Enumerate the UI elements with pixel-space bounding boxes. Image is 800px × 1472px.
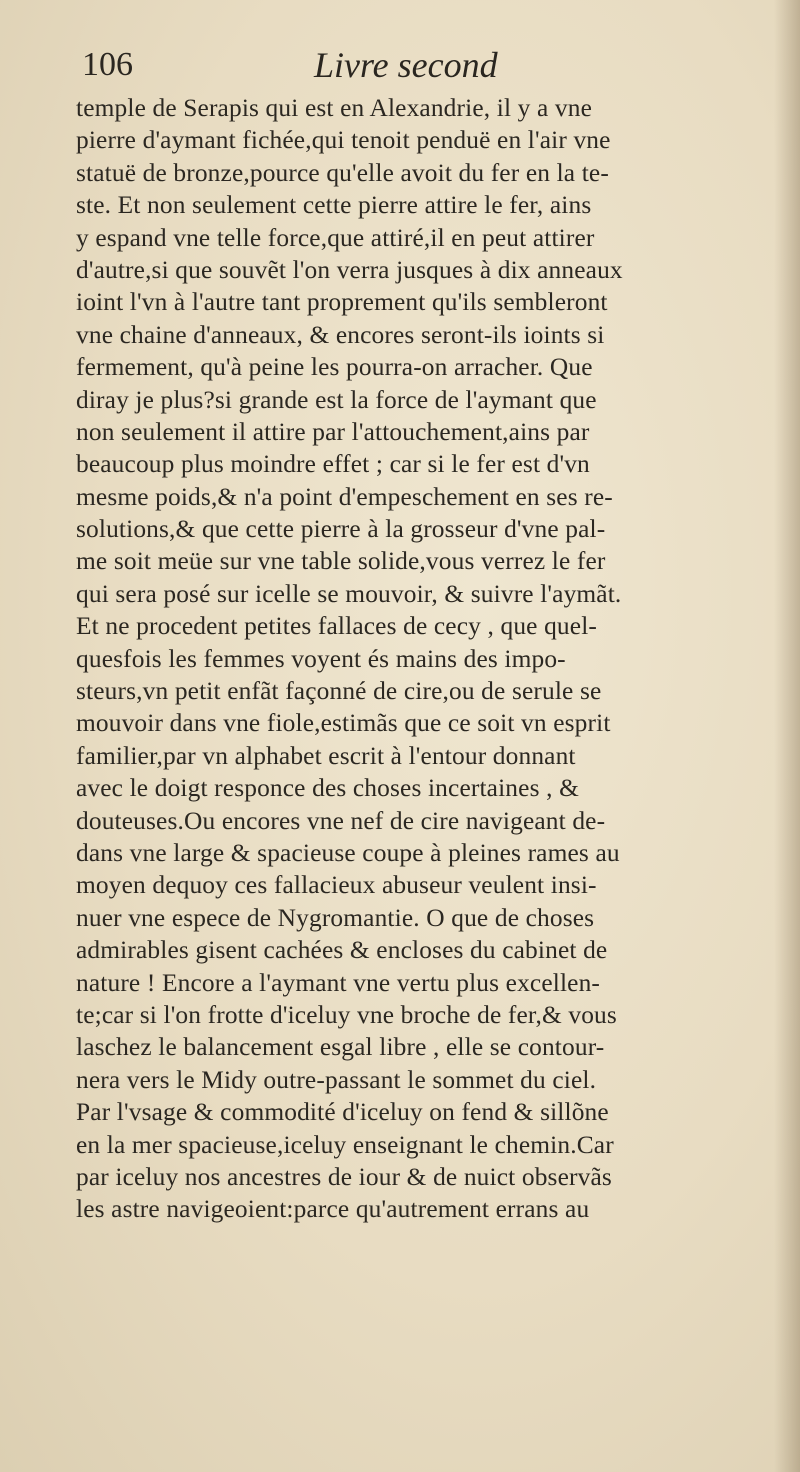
text-line: quesfois les femmes voyent és mains des impo- — [76, 644, 566, 673]
text-line: familier,par vn alphabet escrit à l'entour donnant — [76, 741, 576, 770]
text-line: par iceluy nos ancestres de iour & de nuict observãs — [76, 1162, 612, 1191]
text-line: nuer vne espece de Nygromantie. O que de choses — [76, 903, 595, 932]
text-line: mouvoir dans vne fiole,estimãs que ce soit vn esprit — [76, 709, 611, 738]
text-line: nera vers le Midy outre-passant le sommet du ciel. — [76, 1065, 597, 1094]
text-line: te;car si l'on frotte d'iceluy vne broche de fer,& vous — [76, 1000, 617, 1029]
running-title: Livre second — [314, 45, 498, 85]
text-line: me soit meüe sur vne table solide,vous verrez le fer — [76, 547, 606, 576]
text-line: d'autre,si que souvẽt l'on verra jusques à dix anneaux — [76, 255, 623, 284]
text-line: pierre d'aymant fichée,qui tenoit penduë en l'air vne — [76, 126, 611, 155]
text-line: temple de Serapis qui est en Alexandrie, il y a vne — [76, 94, 593, 122]
page-header — [82, 42, 782, 92]
text-line: y espand vne telle force,que attiré,il en peut attirer — [76, 223, 595, 252]
text-line: mesme poids,& n'a point d'empeschement en ses re- — [76, 482, 613, 511]
body-text — [76, 92, 788, 1226]
text-line: statuë de bronze,pource qu'elle avoit du fer en la te- — [76, 158, 609, 187]
text-line: non seulement il attire par l'attouchement,ains par — [76, 417, 590, 446]
text-line: les astre navigeoient:parce qu'autrement errans au — [76, 1195, 590, 1224]
text-line: Et ne procedent petites fallaces de cecy , que quel- — [76, 612, 598, 641]
text-line: qui sera posé sur icelle se mouvoir, & suivre l'aymãt. — [76, 579, 622, 608]
text-line: ste. Et non seulement cette pierre attire le fer, ains — [76, 191, 592, 220]
text-line: fermement, qu'à peine les pourra-on arracher. Que — [76, 353, 593, 382]
text-line: ioint l'vn à l'autre tant proprement qu'ils sembleront — [76, 288, 608, 317]
text-line: en la mer spacieuse,iceluy enseignant le chemin.Car — [76, 1130, 614, 1159]
text-line: douteuses.Ou encores vne nef de cire navigeant de- — [76, 806, 606, 835]
text-line: beaucoup plus moindre effet ; car si le fer est d'vn — [76, 450, 590, 479]
text-line: solutions,& que cette pierre à la grosseur d'vne pal- — [76, 515, 606, 544]
text-line: vne chaine d'anneaux, & encores seront-ils ioints si — [76, 320, 605, 349]
page-number: 106 — [82, 46, 133, 83]
text-line: nature ! Encore a l'aymant vne vertu plus excellen- — [76, 968, 601, 997]
text-line: dans vne large & spacieuse coupe à pleines rames au — [76, 838, 620, 867]
text-line: diray je plus?si grande est la force de l'aymant que — [76, 385, 597, 414]
text-line: Par l'vsage & commodité d'iceluy on fend & sillõne — [76, 1098, 609, 1127]
text-line: steurs,vn petit enfãt façonné de cire,ou de serule se — [76, 677, 602, 706]
text-line: moyen dequoy ces fallacieux abuseur veulent insi- — [76, 871, 597, 900]
text-line: admirables gisent cachées & encloses du cabinet de — [76, 936, 608, 965]
text-line: avec le doigt responce des choses incertaines , & — [76, 774, 579, 803]
text-line: laschez le balancement esgal libre , elle se contour- — [76, 1033, 605, 1062]
